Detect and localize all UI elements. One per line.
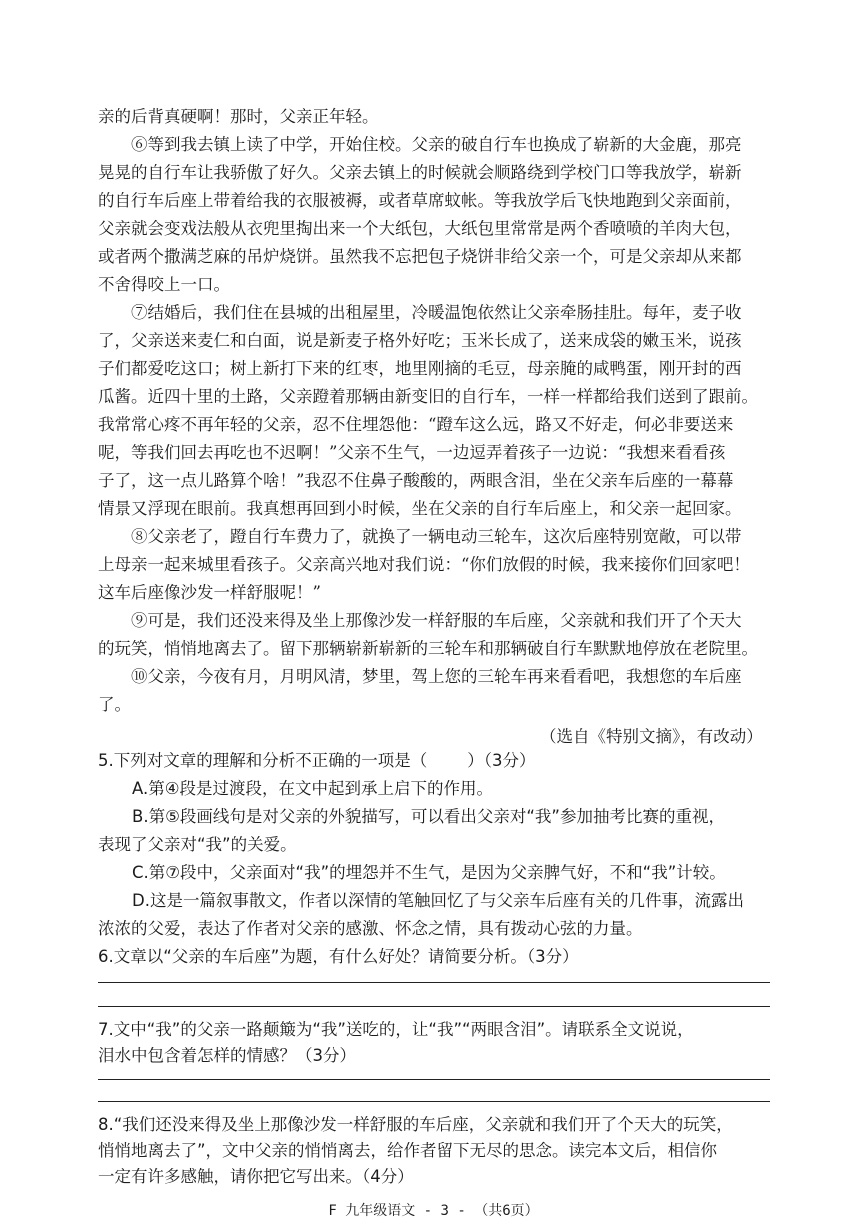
answer-line[interactable] <box>98 982 770 983</box>
option-d: D.这是一篇叙事散文，作者以深情的笔触回忆了与父亲车后座有关的几件事，流露出 <box>132 891 744 910</box>
passage-line: 这车后座像沙发一样舒服呢！” <box>98 583 321 602</box>
option-a: A.第④段是过渡段，在文中起到承上启下的作用。 <box>132 779 494 798</box>
question-7: 7.文中“我”的父亲一路颠簸为“我”送吃的，让“我”“两眼含泪”。请联系全文说说， <box>98 1020 694 1039</box>
option-d-cont: 浓浓的父爱，表达了作者对父亲的感激、怀念之情，具有拨动心弦的力量。 <box>98 919 643 938</box>
passage-line: 上母亲一起来城里看孩子。父亲高兴地对我们说：“你们放假的时候，我来接你们回家吧！ <box>98 555 750 574</box>
passage-line: 了。 <box>98 695 131 714</box>
passage-line: 或者两个撒满芝麻的吊炉烧饼。虽然我不忘把包子烧饼非给父亲一个，可是父亲却从来都 <box>98 247 742 266</box>
passage-line: 亲的后背真硬啊！那时，父亲正年轻。 <box>98 107 379 126</box>
question-8-cont: 悄悄地离去了”，文中父亲的悄悄离去，给作者留下无尽的思念。读完本文后，相信你 <box>98 1141 718 1160</box>
passage-line: 瓜酱。近四十里的土路，父亲蹬着那辆由新变旧的自行车，一样一样都给我们送到了跟前。 <box>98 387 758 406</box>
option-b-cont: 表现了父亲对“我”的关爱。 <box>98 835 297 854</box>
passage-line: 子们都爱吃这口；树上新打下来的红枣，地里刚摘的毛豆，母亲腌的咸鸭蛋，刚开封的西 <box>98 359 742 378</box>
option-b: B.第⑤段画线句是对父亲的外貌描写，可以看出父亲对“我”参加抽考比赛的重视， <box>132 807 725 826</box>
question-6: 6.文章以“父亲的车后座”为题，有什么好处？请简要分析。（3分） <box>98 947 579 966</box>
question-5-stem-b: ）（3分） <box>467 751 536 770</box>
passage-line: 的玩笑，悄悄地离去了。留下那辆崭新崭新的三轮车和那辆破自行车默默地停放在老院里。 <box>98 639 758 658</box>
source-note: （选自《特别文摘》，有改动） <box>540 727 763 746</box>
paragraph-7-line: ⑦结婚后，我们住在县城的出租屋里，冷暖温饱依然让父亲牵肠挂肚。每年，麦子收 <box>131 303 742 322</box>
passage-line: 父亲就会变戏法般从衣兜里掏出来一个大纸包，大纸包里常常是两个香喷喷的羊肉大包， <box>98 219 742 238</box>
passage-line: 的自行车后座上带着给我的衣服被褥，或者草席蚊帐。等我放学后飞快地跑到父亲面前， <box>98 191 742 210</box>
question-8-cont: 一定有许多感触，请你把它写出来。（4分） <box>98 1167 414 1186</box>
question-5-stem <box>98 751 536 771</box>
passage-line: 不舍得咬上一口。 <box>98 275 230 294</box>
question-8: 8.“我们还没来得及坐上那像沙发一样舒服的车后座，父亲就和我们开了个天大的玩笑， <box>98 1115 733 1134</box>
option-c: C.第⑦段中，父亲面对“我”的埋怨并不生气，是因为父亲脾气好，不和“我”计较。 <box>132 863 726 882</box>
page-footer: F 九年级语文 - 3 - （共6页） <box>328 1203 539 1219</box>
answer-line[interactable] <box>98 1006 770 1007</box>
passage-line: 我常常心疼不再年轻的父亲，忍不住埋怨他：“蹬车这么远，路又不好走，何必非要送来 <box>98 415 734 434</box>
passage-line: 子了，这一点儿路算个啥！”我忍不住鼻子酸酸的，两眼含泪，坐在父亲车后座的一幕幕 <box>98 471 734 490</box>
paragraph-9-line: ⑨可是，我们还没来得及坐上那像沙发一样舒服的车后座，父亲就和我们开了个天大 <box>131 611 742 630</box>
passage-line: 了，父亲送来麦仁和白面，说是新麦子格外好吃；玉米长成了，送来成袋的嫩玉米，说孩 <box>98 331 742 350</box>
passage-line: 晃晃的自行车让我骄傲了好久。父亲去镇上的时候就会顺路绕到学校门口等我放学，崭新 <box>98 163 742 182</box>
question-7-cont: 泪水中包含着怎样的情感？（3分） <box>98 1046 356 1065</box>
paragraph-10-line: ⑩父亲，今夜有月，月明风清，梦里，驾上您的三轮车再来看看吧，我想您的车后座 <box>131 667 742 686</box>
answer-line[interactable] <box>98 1079 770 1080</box>
passage-line: 情景又浮现在眼前。我真想再回到小时候，坐在父亲的自行车后座上，和父亲一起回家。 <box>98 499 742 518</box>
question-5-stem-a: 5.下列对文章的理解和分析不正确的一项是（ <box>98 751 428 770</box>
answer-line[interactable] <box>98 1101 770 1102</box>
passage-line: 呢，等我们回去再吃也不迟啊！”父亲不生气，一边逗弄着孩子一边说：“我想来看看孩 <box>98 443 726 462</box>
paragraph-8-line: ⑧父亲老了，蹬自行车费力了，就换了一辆电动三轮车，这次后座特别宽敞，可以带 <box>131 527 742 546</box>
paragraph-6-line: ⑥等到我去镇上读了中学，开始住校。父亲的破自行车也换成了崭新的大金鹿，那亮 <box>131 135 742 154</box>
